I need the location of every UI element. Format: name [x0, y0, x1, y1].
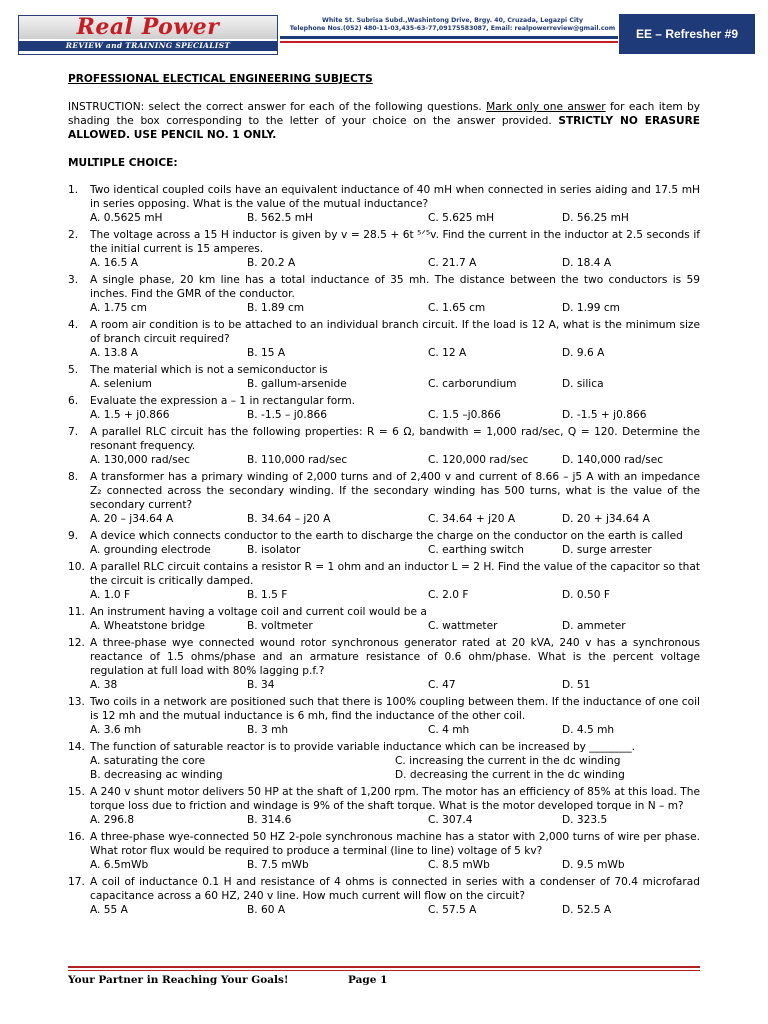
- answer-options: [90, 377, 700, 391]
- answer-option: B. 1.5 F: [247, 589, 288, 601]
- answer-option: C. 1.65 cm: [428, 302, 486, 314]
- question-number: 6.: [68, 395, 79, 407]
- answer-option: D. ammeter: [562, 620, 626, 632]
- question-text: A parallel RLC circuit has the following properties: R = 6 Ω, bandwith = 1,000 rad/sec, Q = 120. Determine the resonant frequency.: [90, 426, 700, 452]
- question-number: 16.: [68, 831, 85, 843]
- answer-option: A. 296.8: [90, 814, 135, 826]
- answer-option: B. 34.64 – j20 A: [247, 513, 331, 525]
- question-item: [68, 740, 700, 782]
- question-number: 14.: [68, 741, 85, 753]
- address-line: White St. Subrisa Subd.,Washintong Drive, Brgy. 40, Cruzada, Legazpi City: [322, 17, 583, 24]
- answer-option: C. 4 mh: [428, 724, 470, 736]
- answer-option: D. 9.5 mWb: [562, 859, 625, 871]
- answer-option: B. -1.5 – j0.866: [247, 409, 327, 421]
- page-title: PROFESSIONAL ELECTICAL ENGINEERING SUBJECTS: [68, 73, 373, 85]
- answer-option: A. 38: [90, 679, 118, 691]
- answer-option: A. 1.0 F: [90, 589, 131, 601]
- question-number: 5.: [68, 364, 79, 376]
- instruction-text-2: for each item by shading the box corresponding to the letter of your choice on the answer provided.: [68, 101, 700, 127]
- page-number: Page 1: [348, 974, 388, 986]
- answer-option: B. 7.5 mWb: [247, 859, 309, 871]
- answer-option: B. isolator: [247, 544, 301, 556]
- question-number: 13.: [68, 696, 85, 708]
- answer-option: D. 9.6 A: [562, 347, 605, 359]
- question-number: 7.: [68, 426, 79, 438]
- answer-option: D. 52.5 A: [562, 904, 612, 916]
- question-text: A three-phase wye connected wound rotor synchronous generator rated at 20 kVA, 240 v has a synchronous reactance of 1.5 ohms/phase and an armature resistance of 0.6 ohm/phase. What is the percent voltage regulation at full load with 80% lagging p.f.?: [90, 637, 700, 677]
- answer-options: [90, 301, 700, 315]
- question-item: [68, 636, 700, 692]
- answer-options: [90, 754, 700, 768]
- question-text: The function of saturable reactor is to provide variable inductance which can be increased by ________.: [90, 741, 636, 753]
- answer-option: C. 8.5 mWb: [428, 859, 490, 871]
- answer-option: B. 15 A: [247, 347, 286, 359]
- question-number: 9.: [68, 530, 79, 542]
- answer-option: C. 21.7 A: [428, 257, 477, 269]
- answer-options: [90, 678, 700, 692]
- question-item: [68, 470, 700, 526]
- question-text: A coil of inductance 0.1 H and resistance of 4 ohms is connected in series with a condenser of 70.4 microfarad capacitance across a 60 HZ, 240 v line. How much current will flow on the circuit?: [90, 876, 700, 902]
- instruction-emphasis: Mark only one answer: [486, 101, 606, 113]
- answer-option: A. 20 – j34.64 A: [90, 513, 174, 525]
- answer-option: C. 34.64 + j20 A: [428, 513, 516, 525]
- answer-option: D. 140,000 rad/sec: [562, 454, 664, 466]
- question-text: Two identical coupled coils have an equivalent inductance of 40 mH when connected in series aiding and 17.5 mH in series opposing. What is the value of the mutual inductance?: [90, 184, 700, 210]
- answer-option: D. 0.50 F: [562, 589, 610, 601]
- header-divider-red: [280, 41, 618, 43]
- question-item: [68, 183, 700, 225]
- question-number: 1.: [68, 184, 79, 196]
- answer-option: D. -1.5 + j0.866: [562, 409, 647, 421]
- answer-option: B. 562.5 mH: [247, 212, 313, 224]
- answer-option: A. 3.6 mh: [90, 724, 142, 736]
- question-text: A device which connects conductor to the earth to discharge the charge on the conductor on the earth is called: [90, 530, 683, 542]
- answer-option: C. increasing the current in the dc winding: [395, 755, 621, 767]
- question-text: A parallel RLC circuit contains a resistor R = 1 ohm and an inductor L = 2 H. Find the value of the capacitor so that the circuit is critically damped.: [90, 561, 700, 587]
- question-number: 15.: [68, 786, 85, 798]
- answer-option: B. 60 A: [247, 904, 286, 916]
- question-list: [68, 183, 700, 917]
- answer-option: B. voltmeter: [247, 620, 313, 632]
- answer-options: [90, 723, 700, 737]
- answer-option: B. gallum-arsenide: [247, 378, 347, 390]
- question-item: [68, 605, 700, 633]
- answer-option: A. Wheatstone bridge: [90, 620, 205, 632]
- address-block: [280, 17, 625, 33]
- exam-content: [68, 72, 700, 920]
- answer-option: C. 5.625 mH: [428, 212, 495, 224]
- answer-option: D. 51: [562, 679, 591, 691]
- question-text: A three-phase wye-connected 50 HZ 2-pole synchronous machine has a stator with 2,000 turns of wire per phase. What rotor flux would be required to produce a terminal (line to line) voltage of 5 kv?: [90, 831, 700, 857]
- answer-option: A. 130,000 rad/sec: [90, 454, 190, 466]
- question-item: [68, 425, 700, 467]
- answer-option: C. 2.0 F: [428, 589, 469, 601]
- question-item: [68, 273, 700, 315]
- answer-options: [90, 588, 700, 602]
- exam-badge: EE – Refresher #9: [619, 14, 755, 54]
- answer-option: D. 18.4 A: [562, 257, 612, 269]
- answer-option: D. surge arrester: [562, 544, 652, 556]
- answer-option: A. 0.5625 mH: [90, 212, 163, 224]
- answer-options: [90, 408, 700, 422]
- question-item: [68, 318, 700, 360]
- answer-option: A. 1.75 cm: [90, 302, 147, 314]
- answer-options: [90, 346, 700, 360]
- header-divider: [280, 36, 618, 39]
- answer-option: A. 55 A: [90, 904, 128, 916]
- section-heading: MULTIPLE CHOICE:: [68, 157, 178, 169]
- answer-option: C. carborundium: [428, 378, 517, 390]
- page-header: [10, 14, 746, 56]
- page-footer: [68, 974, 388, 986]
- logo-title: Real Power: [19, 16, 277, 39]
- question-item: [68, 785, 700, 827]
- answer-option: C. 57.5 A: [428, 904, 477, 916]
- answer-option: D. 56.25 mH: [562, 212, 629, 224]
- question-text: A transformer has a primary winding of 2,000 turns and of 2,400 v and current of 8.66 – j5 A with an impedance Z₂ connected across the secondary winding. If the secondary winding has 500 turns, what is the value of the secondary current?: [90, 471, 700, 511]
- answer-option: C. 12 A: [428, 347, 467, 359]
- question-number: 17.: [68, 876, 85, 888]
- footer-divider-thin: [68, 970, 700, 971]
- answer-option: D. 323.5: [562, 814, 608, 826]
- question-item: [68, 228, 700, 270]
- question-number: 4.: [68, 319, 79, 331]
- instruction-warning: STRICTLY NO ERASURE ALLOWED. USE PENCIL NO. 1 ONLY.: [68, 115, 700, 141]
- answer-options: [90, 619, 700, 633]
- question-item: [68, 560, 700, 602]
- answer-option: D. decreasing the current in the dc winding: [395, 769, 625, 781]
- answer-option: A. grounding electrode: [90, 544, 211, 556]
- answer-option: B. decreasing ac winding: [90, 769, 223, 781]
- answer-option: B. 314.6: [247, 814, 292, 826]
- question-number: 10.: [68, 561, 85, 573]
- answer-option: B. 110,000 rad/sec: [247, 454, 348, 466]
- answer-option: B. 3 mh: [247, 724, 289, 736]
- answer-option: A. 1.5 + j0.866: [90, 409, 170, 421]
- question-text: Two coils in a network are positioned such that there is 100% coupling between them. If the inductance of one coil is 12 mh and the mutual inductance is 6 mh, find the inductance of the other coil.: [90, 696, 700, 722]
- question-number: 12.: [68, 637, 85, 649]
- question-text: A 240 v shunt motor delivers 50 HP at the shaft of 1,200 rpm. The motor has an efficiency of 85% at this load. The torque loss due to friction and windage is 9% of the shaft torque. What is the motor developed torque in N – m?: [90, 786, 700, 812]
- answer-options: [90, 453, 700, 467]
- contact-line: Telephone Nos.(052) 480-11-03,435-63-77,09175583087, Email: realpowerreview@gmail.com: [289, 25, 616, 32]
- question-text: A single phase, 20 km line has a total inductance of 35 mh. The distance between the two conductors is 59 inches. Find the GMR of the conductor.: [90, 274, 700, 300]
- question-item: [68, 394, 700, 422]
- answer-options: [90, 813, 700, 827]
- question-number: 8.: [68, 471, 79, 483]
- answer-option: A. 13.8 A: [90, 347, 138, 359]
- answer-option: D. 1.99 cm: [562, 302, 620, 314]
- footer-tagline: Your Partner in Reaching Your Goals!: [68, 974, 289, 986]
- question-number: 11.: [68, 606, 85, 618]
- question-text: A room air condition is to be attached to an individual branch circuit. If the load is 12 A, what is the minimum size of branch circuit required?: [90, 319, 700, 345]
- answer-option: C. 307.4: [428, 814, 473, 826]
- answer-option: C. wattmeter: [428, 620, 498, 632]
- answer-options: [90, 543, 700, 557]
- logo-subtitle: REVIEW and TRAINING SPECIALIST: [19, 41, 277, 51]
- answer-option: A. 16.5 A: [90, 257, 138, 269]
- question-text: The voltage across a 15 H inductor is given by v = 28.5 + 6t ⁵ᐟ⁵v. Find the current in the inductor at 2.5 seconds if the initial current is 15 amperes.: [90, 229, 700, 255]
- question-item: [68, 695, 700, 737]
- answer-option: C. 120,000 rad/sec: [428, 454, 529, 466]
- answer-option: A. selenium: [90, 378, 152, 390]
- answer-options: [90, 512, 700, 526]
- instructions: [68, 100, 700, 142]
- answer-option: C. 1.5 –j0.866: [428, 409, 501, 421]
- answer-options: [90, 858, 700, 872]
- answer-option: C. earthing switch: [428, 544, 524, 556]
- answer-option: B. 1.89 cm: [247, 302, 305, 314]
- answer-option: D. 4.5 mh: [562, 724, 615, 736]
- answer-option: A. 6.5mWb: [90, 859, 149, 871]
- question-number: 2.: [68, 229, 79, 241]
- footer-divider: [68, 966, 700, 968]
- answer-option: D. silica: [562, 378, 604, 390]
- question-number: 3.: [68, 274, 79, 286]
- question-item: [68, 875, 700, 917]
- answer-options: [90, 903, 700, 917]
- answer-option: B. 34: [247, 679, 275, 691]
- answer-option: D. 20 + j34.64 A: [562, 513, 650, 525]
- question-item: [68, 529, 700, 557]
- question-text: Evaluate the expression a – 1 in rectangular form.: [90, 395, 356, 407]
- answer-option: A. saturating the core: [90, 755, 206, 767]
- answer-options: [90, 256, 700, 270]
- instruction-text: INSTRUCTION: select the correct answer for each of the following questions.: [68, 101, 487, 113]
- question-item: [68, 830, 700, 872]
- question-text: The material which is not a semiconductor is: [90, 364, 328, 376]
- answer-option: B. 20.2 A: [247, 257, 296, 269]
- answer-options: [90, 211, 700, 225]
- answer-options: [90, 768, 700, 782]
- question-item: [68, 363, 700, 391]
- question-text: An instrument having a voltage coil and current coil would be a: [90, 606, 427, 618]
- real-power-logo: [18, 15, 278, 55]
- answer-option: C. 47: [428, 679, 456, 691]
